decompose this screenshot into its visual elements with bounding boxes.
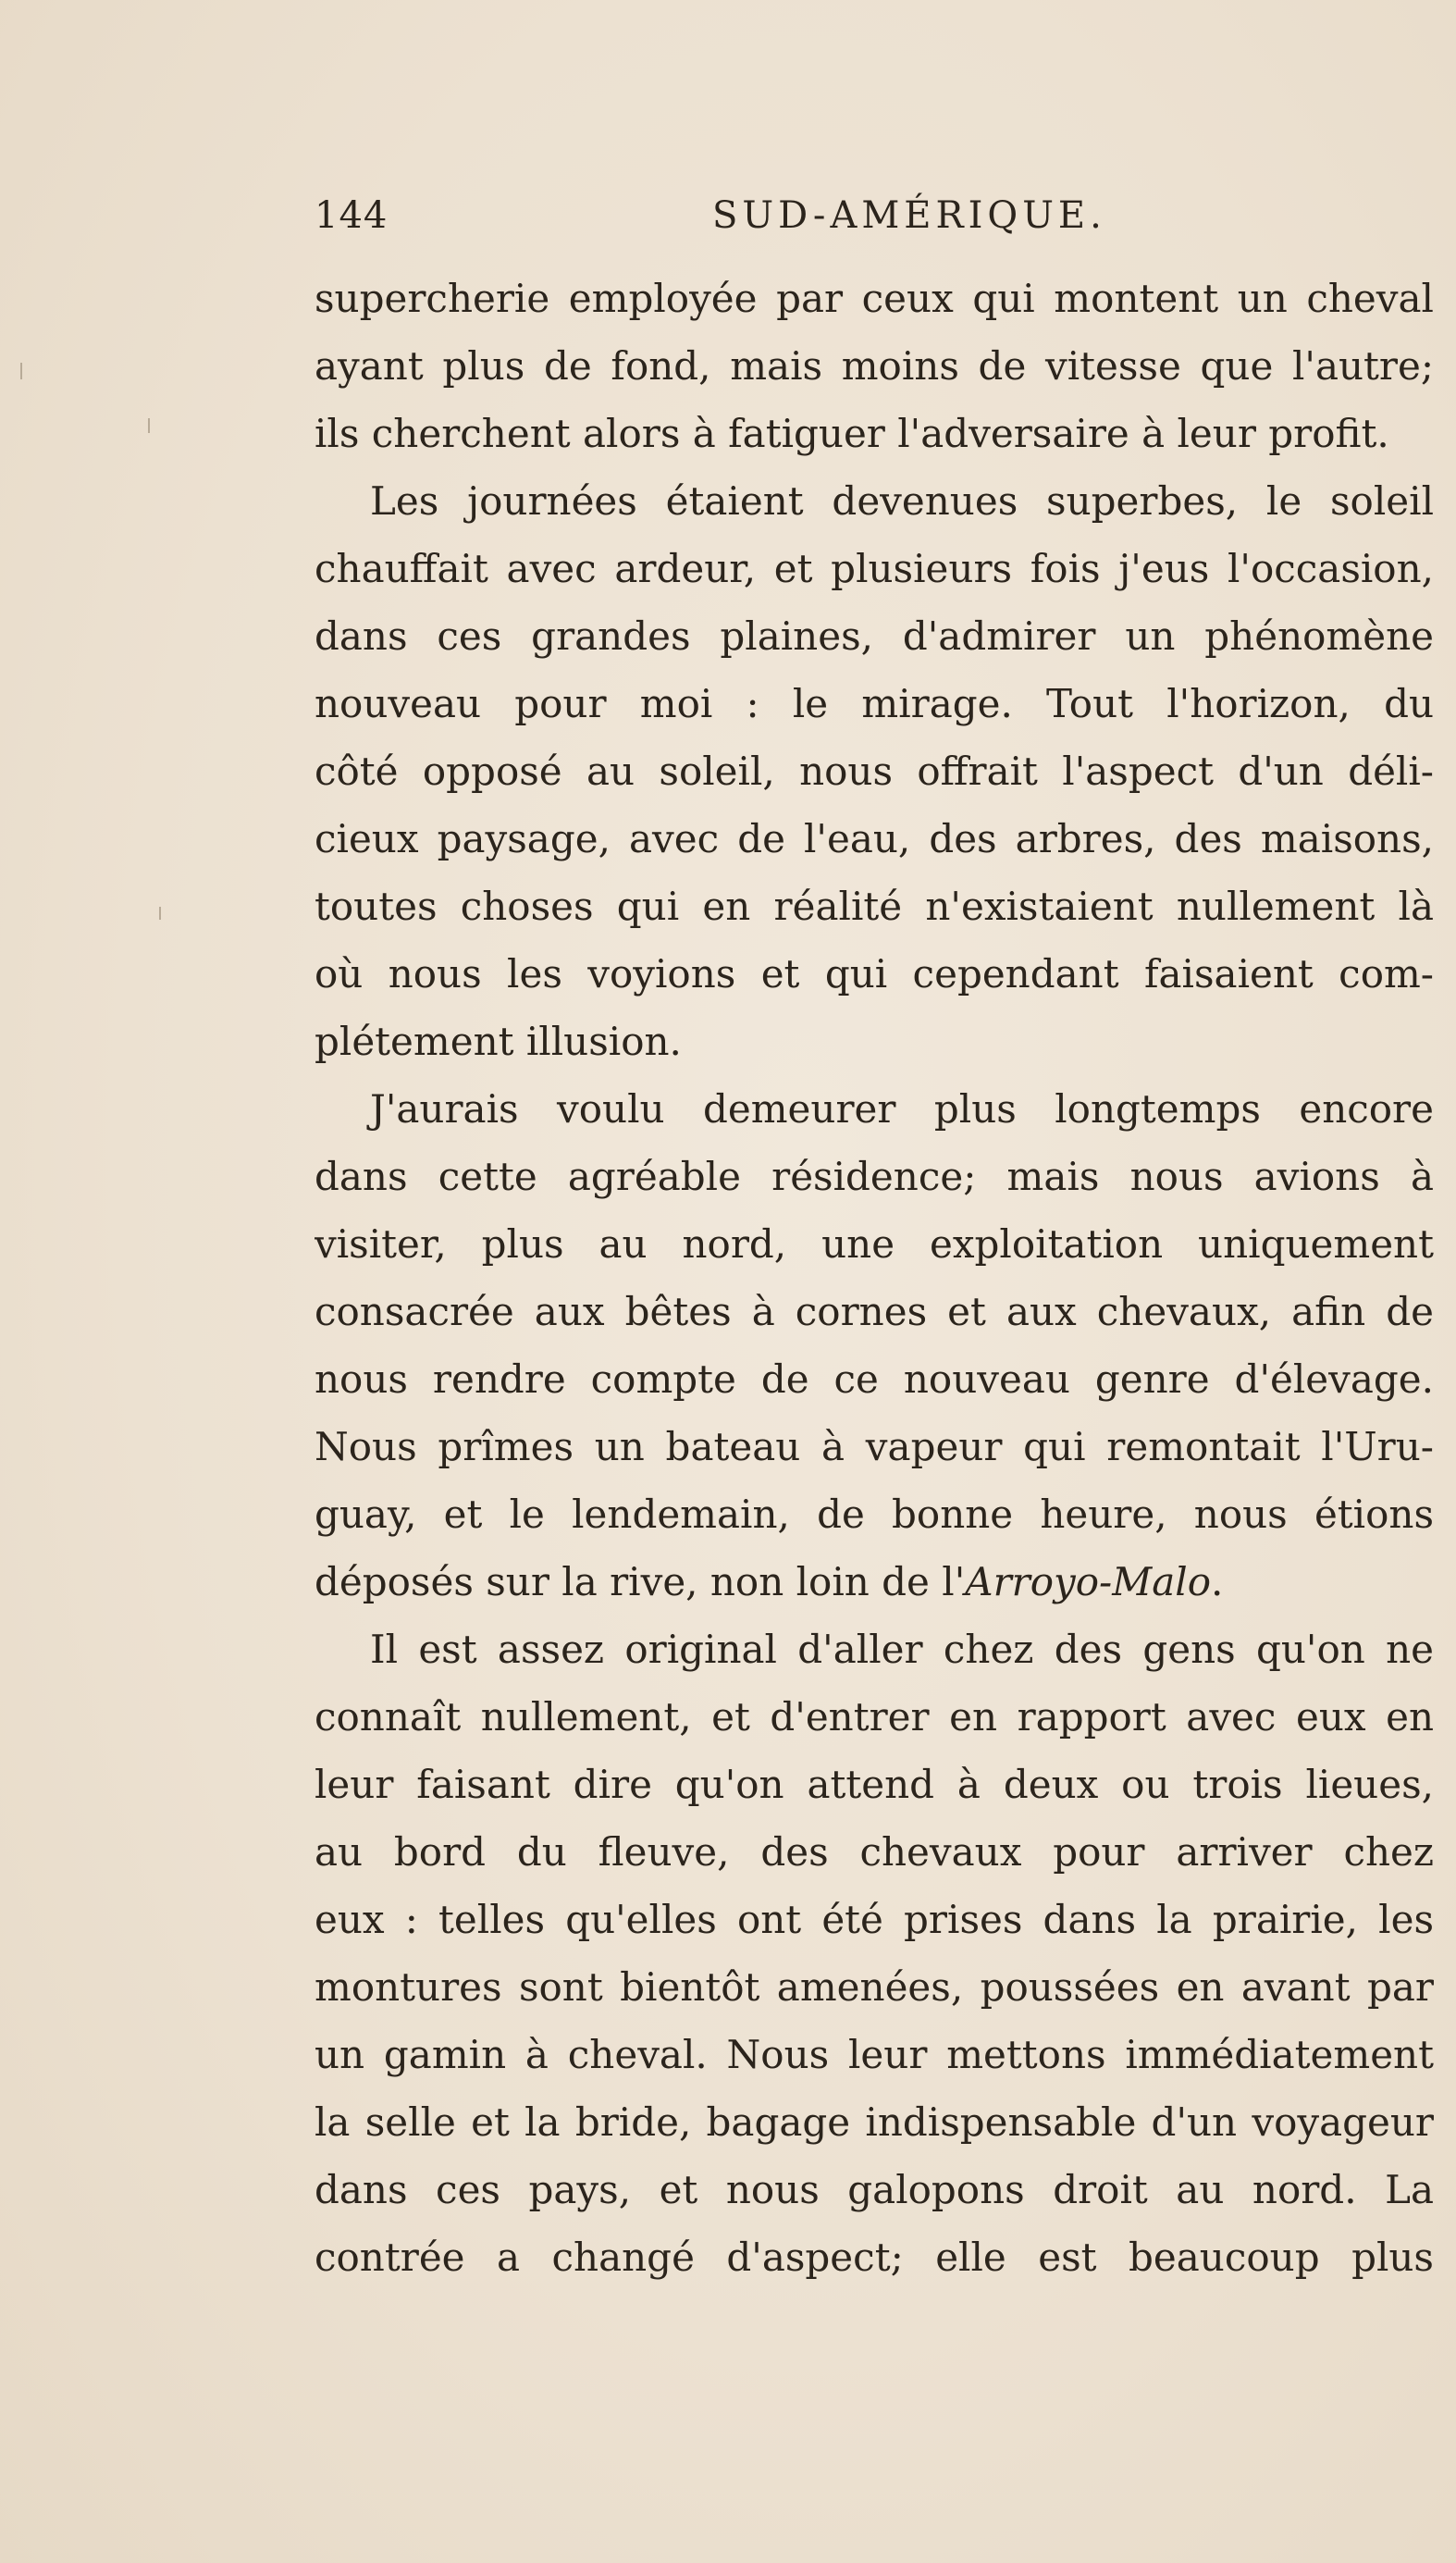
- text-fragment: déposés sur la rive, non loin de l': [315, 1559, 966, 1604]
- margin-mark: [159, 907, 161, 920]
- margin-mark: [148, 418, 150, 433]
- text-line: contrée a changé d'aspect; elle est beaucoup plus: [315, 2235, 1434, 2280]
- text-line: chauffait avec ardeur, et plusieurs fois j'eus l'occasion,: [315, 546, 1434, 591]
- text-line: connaît nullement, et d'entrer en rapport avec eux en: [315, 1694, 1434, 1740]
- margin-mark: [20, 363, 22, 379]
- text-line: Il est assez original d'aller chez des gens qu'on ne: [370, 1627, 1434, 1672]
- text-line: la selle et la bride, bagage indispensable d'un voyageur: [315, 2099, 1434, 2145]
- text-line: consacrée aux bêtes à cornes et aux chevaux, afin de: [315, 1289, 1434, 1334]
- text-line: Les journées étaient devenues superbes, le soleil: [370, 478, 1434, 524]
- text-line: montures sont bientôt amenées, poussées en avant par: [315, 1964, 1434, 2010]
- text-line: dans ces grandes plaines, d'admirer un phénomène: [315, 613, 1434, 659]
- running-title: SUD-AMÉRIQUE.: [712, 194, 1106, 237]
- punctuation: .: [1210, 1559, 1224, 1604]
- text-line: plétement illusion.: [315, 1019, 682, 1064]
- text-line: guay, et le lendemain, de bonne heure, nous étions: [315, 1492, 1434, 1537]
- page-header: [315, 194, 1434, 250]
- text-line: leur faisant dire qu'on attend à deux ou trois lieues,: [315, 1762, 1434, 1807]
- text-line: cieux paysage, avec de l'eau, des arbres, des maisons,: [315, 816, 1434, 861]
- body-text: [315, 265, 1434, 2291]
- text-line: toutes choses qui en réalité n'existaient nullement là: [315, 884, 1434, 929]
- text-line: supercherie employée par ceux qui montent un cheval: [315, 276, 1434, 321]
- text-line: nouveau pour moi : le mirage. Tout l'horizon, du: [315, 681, 1434, 726]
- text-line: ils cherchent alors à fatiguer l'adversaire à leur profit.: [315, 411, 1389, 456]
- text-line: un gamin à cheval. Nous leur mettons immédiatement: [315, 2032, 1434, 2077]
- text-line: Nous prîmes un bateau à vapeur qui remontait l'Uru-: [315, 1424, 1434, 1469]
- page-number: 144: [315, 194, 389, 237]
- text-line-with-place: [315, 1548, 1434, 1616]
- text-line: visiter, plus au nord, une exploitation uniquement: [315, 1221, 1434, 1267]
- text-line: eux : telles qu'elles ont été prises dans la prairie, les: [315, 1897, 1434, 1942]
- text-line: où nous les voyions et qui cependant faisaient com-: [315, 951, 1434, 997]
- text-line: J'aurais voulu demeurer plus longtemps encore: [370, 1086, 1434, 1132]
- text-line: ayant plus de fond, mais moins de vitesse que l'autre;: [315, 343, 1434, 389]
- text-line: au bord du fleuve, des chevaux pour arriver chez: [315, 1829, 1434, 1875]
- text-line: dans cette agréable résidence; mais nous avions à: [315, 1154, 1434, 1199]
- text-line: côté opposé au soleil, nous offrait l'aspect d'un déli-: [315, 749, 1434, 794]
- place-name: Arroyo-Malo: [965, 1559, 1211, 1604]
- text-line: nous rendre compte de ce nouveau genre d'élevage.: [315, 1356, 1434, 1402]
- text-line: dans ces pays, et nous galopons droit au nord. La: [315, 2167, 1434, 2212]
